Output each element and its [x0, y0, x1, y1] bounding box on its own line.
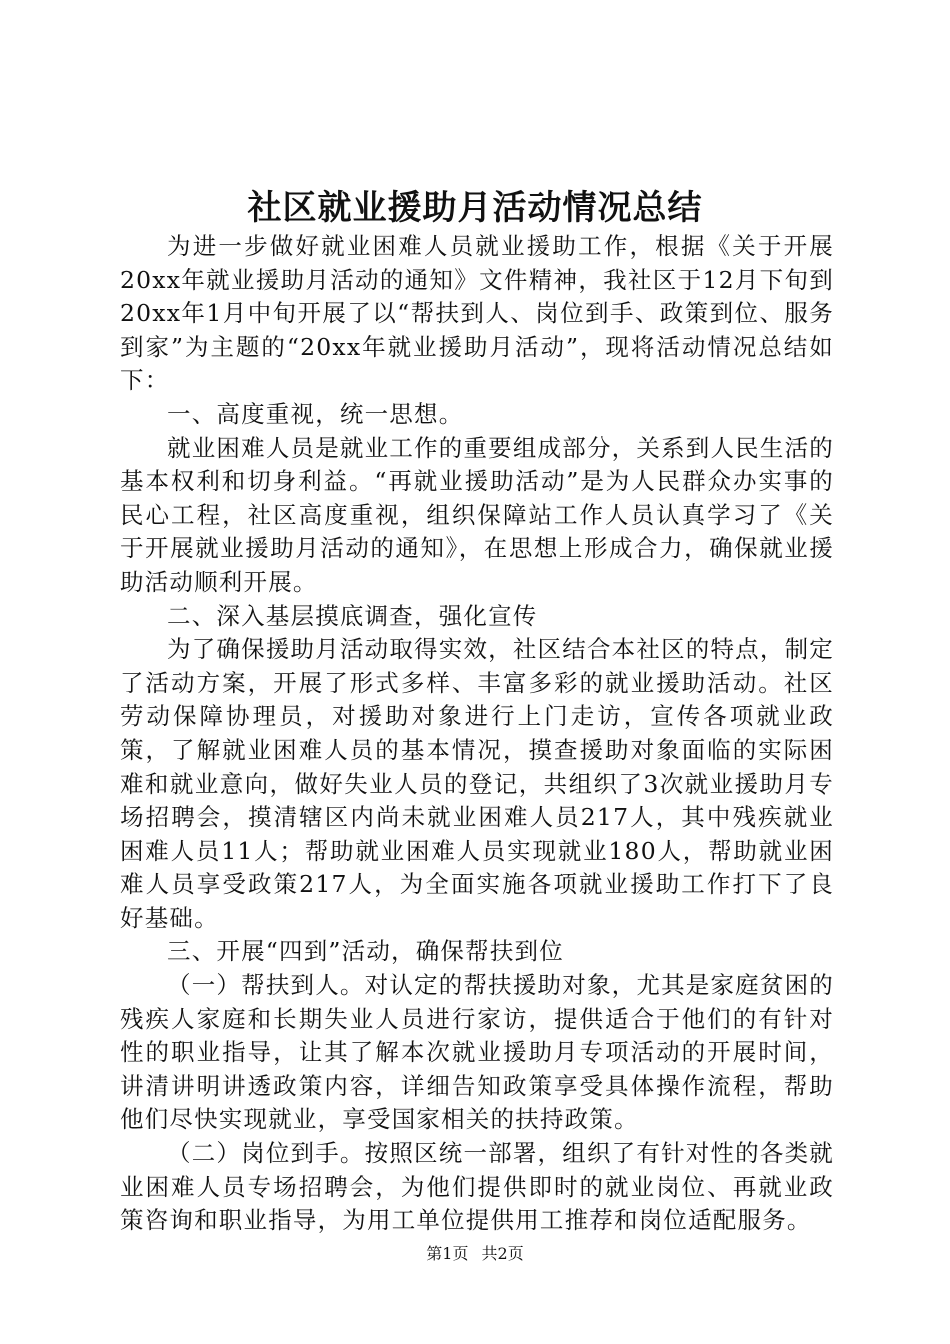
document-body — [120, 230, 834, 1238]
section-heading-2: 二、深入基层摸底调查，强化宣传 — [167, 601, 538, 630]
page-footer — [0, 1242, 950, 1266]
paragraph-section-2: 为了确保援助月活动取得实效，社区结合本社区的特点，制定了活动方案，开展了形式多样、丰富多彩的就业援助活动。社区劳动保障协理员，对援助对象进行上门走访，宣传各项就业政策，了解就业困难人员的基本情况，摸查援助对象面临的实际困难和就业意向，做好失业人员的登记，共组织了3次就业援助月专场招聘会，摸清辖区内尚未就业困难人员217人，其中残疾就业困难人员11人；帮助就业困难人员实现就业180人，帮助就业困难人员享受政策217人，为全面实施各项就业援助工作打下了良好基础。 — [120, 635, 834, 932]
section-heading-1: 一、高度重视，统一思想。 — [167, 399, 464, 428]
page-number: 第1页 — [426, 1244, 469, 1263]
document-title: 社区就业援助月活动情况总结 — [247, 188, 703, 228]
page-total: 共2页 — [481, 1244, 524, 1263]
paragraph-section-1: 就业困难人员是就业工作的重要组成部分，关系到人民生活的基本权利和切身利益。“再就业援助活动”是为人民群众办实事的民心工程，社区高度重视，组织保障站工作人员认真学习了《关于开展就业援助月活动的通知》，在思想上形成合力，确保就业援助活动顺利开展。 — [120, 433, 834, 596]
paragraph-intro: 为进一步做好就业困难人员就业援助工作，根据《关于开展20xx年就业援助月活动的通知》文件精神，我社区于12月下旬到20xx年1月中旬开展了以“帮扶到人、岗位到手、政策到位、服务到家”为主题的“20xx年就业援助月活动”，现将活动情况总结如下： — [120, 232, 834, 395]
paragraph-subsection-1: （一）帮扶到人。对认定的帮扶援助对象，尤其是家庭贫困的残疾人家庭和长期失业人员进行家访，提供适合于他们的有针对性的职业指导，让其了解本次就业援助月专项活动的开展时间，讲清讲明讲透政策内容，详细告知政策享受具体操作流程，帮助他们尽快实现就业，享受国家相关的扶持政策。 — [120, 971, 834, 1134]
paragraph-subsection-2: （二）岗位到手。按照区统一部署，组织了有针对性的各类就业困难人员专场招聘会，为他们提供即时的就业岗位、再就业政策咨询和职业指导，为用工单位提供用工推荐和岗位适配服务。 — [120, 1139, 834, 1235]
section-heading-3: 三、开展“四到”活动，确保帮扶到位 — [167, 937, 564, 966]
